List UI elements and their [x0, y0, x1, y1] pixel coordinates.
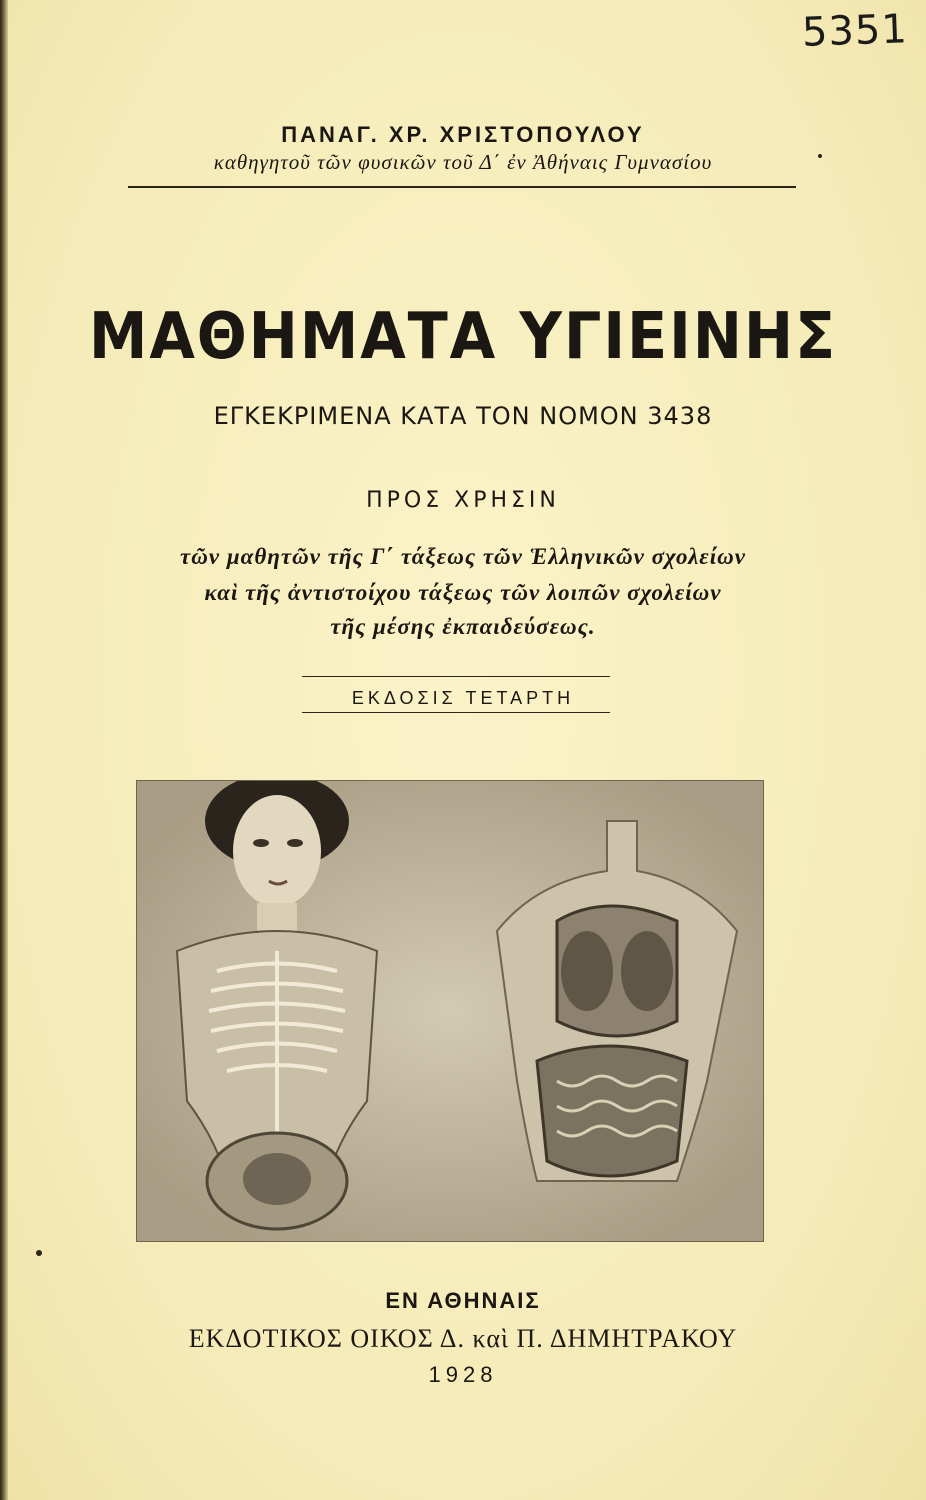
- imprint-city: ΕΝ ΑΘΗΝΑΙΣ: [385, 1288, 541, 1313]
- page-binding-edge: [0, 0, 8, 1500]
- edition-label: ΕΚΔΟΣΙΣ ΤΕΤΑΡΤΗ: [351, 688, 575, 708]
- approval-line: ΕΓΚΕΚΡΙΜΕΝΑ ΚΑΤΑ ΤΟΝ ΝΟΜΟΝ 3438: [213, 402, 713, 430]
- imprint-publisher: ΕΚΔΟΤΙΚΟΣ ΟΙΚΟΣ Δ. καὶ Π. ΔΗΜΗΤΡΑΚΟΥ: [188, 1324, 738, 1353]
- header-divider: [128, 186, 796, 188]
- author-name: ΠΑΝΑΓ. ΧΡ. ΧΡΙΣΤΟΠΟΥΛΟΥ: [281, 122, 645, 147]
- ink-speck: [36, 1250, 42, 1256]
- author-title: καθηγητοῦ τῶν φυσικῶν τοῦ Δ΄ ἐν Ἀθήναις Γυμνασίου: [213, 150, 713, 174]
- usage-line: καὶ τῆς ἀντιστοίχου τάξεως τῶν λοιπῶν σχολείων: [204, 580, 722, 605]
- book-title: ΜΑΘΗΜΑΤΑ ΥΓΙΕΙΝΗΣ: [88, 300, 838, 374]
- usage-line: τῆς μέσης ἐκπαιδεύσεως.: [330, 614, 596, 639]
- anatomy-illustration: [136, 780, 764, 1242]
- edition-rule-top: [302, 676, 610, 677]
- usage-heading: ΠΡΟΣ ΧΡΗΣΙΝ: [366, 488, 560, 513]
- ink-speck: [818, 154, 822, 158]
- edition-rule-bottom: [302, 712, 610, 713]
- usage-line: τῶν μαθητῶν τῆς Γ΄ τάξεως τῶν Ἑλληνικῶν σχολείων: [180, 544, 746, 569]
- imprint-year: 1928: [428, 1362, 498, 1387]
- catalog-number: 5351: [801, 6, 909, 56]
